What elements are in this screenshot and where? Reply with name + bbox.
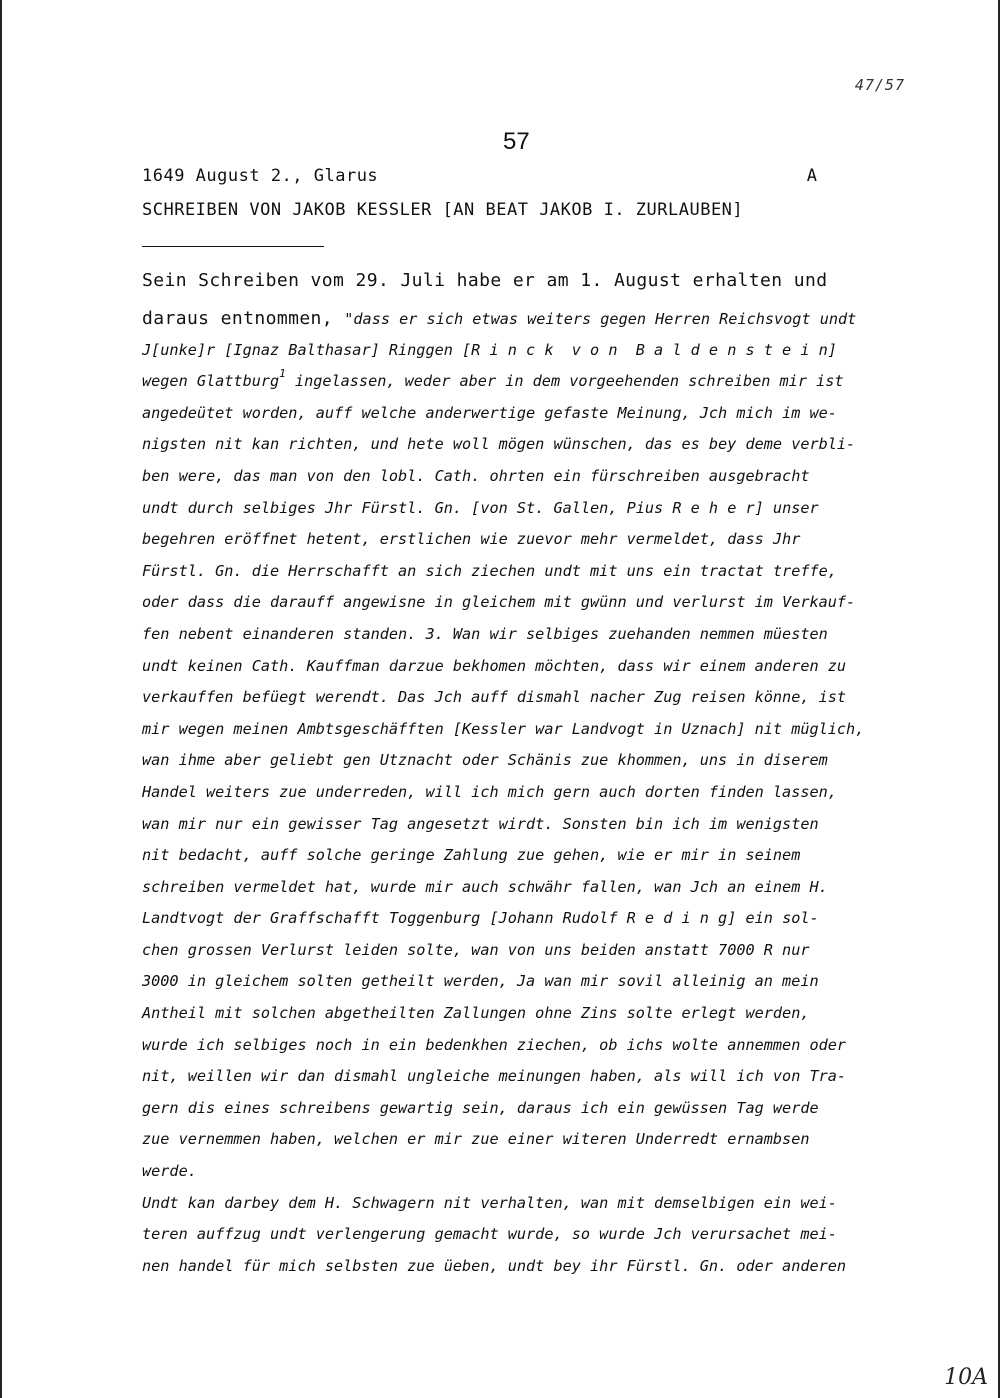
document-number: 57 <box>503 128 530 155</box>
scan-edge-left <box>0 0 2 1398</box>
date-place: 1649 August 2., Glarus <box>142 166 379 186</box>
body-line-11: oder dass die darauff angewisne in gleichem mit gwünn und verlurst im Verkauf- <box>142 593 856 612</box>
body-text <box>142 303 942 1282</box>
body-line-26: nit, weillen wir dan dismahl ungleiche meinungen haben, als will ich von Tra- <box>142 1067 847 1086</box>
body-line-4-rest: ingelassen, weder aber in dem vorgeehenden schreiben mir ist <box>285 372 844 391</box>
body-line-21-text: Landtvogt der Graffschafft Toggenburg [Johann Rudolf <box>142 909 627 928</box>
body-line-13: undt keinen Cath. Kauffman darzue bekhomen möchten, dass wir einem anderen zu <box>142 656 847 675</box>
name-reding: R e d i n g <box>626 909 728 928</box>
body-line-32: nen handel für mich selbsten zue üeben, undt bey ihr Fürstl. Gn. oder anderen <box>142 1256 847 1275</box>
body-line-7: ben were, das man von den lobl. Cath. ohrten ein fürschreiben ausgebracht <box>142 466 810 485</box>
body-line-17: Handel weiters zue underreden, will ich mich gern auch dorten finden lassen, <box>142 782 837 801</box>
document-title: SCHREIBEN VON JAKOB KESSLER [AN BEAT JAKOB I. ZURLAUBEN] <box>142 200 744 220</box>
body-line-16: wan ihme aber geliebt gen Utznacht oder Schänis zue khommen, uns in diserem <box>142 751 828 770</box>
footnote-marker: 1 <box>279 367 286 381</box>
body-line-8-text: undt durch selbiges Jhr Fürstl. Gn. [von St. Gallen, Pius <box>142 498 673 517</box>
body-line-8 <box>142 493 942 525</box>
body-line-23: 3000 in gleichem solten getheilt werden, Ja wan mir sovil alleinig an mein <box>142 972 819 991</box>
body-line-6: nigsten nit kan richten, und hete woll mögen wünschen, das es bey deme verbli- <box>142 435 856 454</box>
body-line-2-prefix: daraus entnommen, <box>142 308 345 329</box>
body-line-24: Antheil mit solchen abgetheilten Zallungen ohne Zins solte erlegt werden, <box>142 1004 810 1023</box>
page-reference: 47/57 <box>854 76 905 94</box>
body-line-12: fen nebent einanderen standen. 3. Wan wir selbiges zuehanden nemmen müesten <box>142 624 828 643</box>
body-line-20: schreiben vermeldet hat, wurde mir auch schwähr fallen, wan Jch an einem H. <box>142 877 828 896</box>
body-line-3 <box>142 335 942 367</box>
letter-marker: A <box>806 166 817 186</box>
body-line-22: chen grossen Verlurst leiden solte, wan von uns beiden anstatt 7000 R nur <box>142 940 810 959</box>
body-line-31: teren auffzug undt verlengerung gemacht wurde, so wurde Jch verursachet mei- <box>142 1225 837 1244</box>
header-rule <box>142 246 324 247</box>
body-line-10: Fürstl. Gn. die Herrschafft an sich ziechen undt mit uns ein tractat treffe, <box>142 561 837 580</box>
body-line-25: wurde ich selbiges noch in ein bedenkhen ziechen, ob ichs wolte annemmen oder <box>142 1035 847 1054</box>
body-line-21 <box>142 903 942 935</box>
body-line-9: begehren eröffnet hetent, erstlichen wie zuevor mehr vermeldet, dass Jhr <box>142 530 801 549</box>
body-line-30: Undt kan darbey dem H. Schwagern nit verhalten, wan mit demselbigen ein wei- <box>142 1193 837 1212</box>
handwritten-page-mark: 10A <box>944 1365 988 1390</box>
body-line-8-rest: ] unser <box>754 498 819 517</box>
body-line-1: Sein Schreiben vom 29. Juli habe er am 1. August erhalten und <box>142 270 828 291</box>
quote-start: "dass er sich etwas weiters gegen Herren Reichsvogt undt <box>344 310 857 328</box>
body-line-14: verkauffen befüegt werendt. Das Jch auff dismahl nacher Zug reisen könne, ist <box>142 688 847 707</box>
body-line-4-text: wegen Glattburg <box>142 372 280 391</box>
body-line-18: wan mir nur ein gewisser Tag angesetzt wirdt. Sonsten bin ich im wenigsten <box>142 814 819 833</box>
body-line-3-text: J[unke]r [Ignaz Balthasar] Ringgen <box>142 340 463 359</box>
body-line-27: gern dis eines schreibens gewartig sein, daraus ich ein gewüssen Tag werde <box>142 1098 819 1117</box>
body-line-21-rest: ] ein sol- <box>727 909 819 928</box>
body-line-28: zue vernemmen haben, welchen er mir zue einer witeren Underredt ernambsen <box>142 1130 810 1149</box>
body-line-2 <box>142 303 942 335</box>
name-rinck-von-baldenstein: [R i n c k v o n B a l d e n s t e i n] <box>462 340 837 359</box>
body-line-5: angedeütet worden, auff welche anderwertige gefaste Meinung, Jch mich im we- <box>142 403 837 422</box>
body-line-19: nit bedacht, auff solche geringe Zahlung zue gehen, wie er mir in seinem <box>142 846 801 865</box>
body-line-15: mir wegen meinen Ambtsgeschäfften [Kessler war Landvogt in Uznach] nit müglich, <box>142 719 865 738</box>
name-reher: R e h e r <box>672 498 755 517</box>
body-line-29: werde. <box>142 1162 197 1181</box>
body-line-4 <box>142 366 942 398</box>
